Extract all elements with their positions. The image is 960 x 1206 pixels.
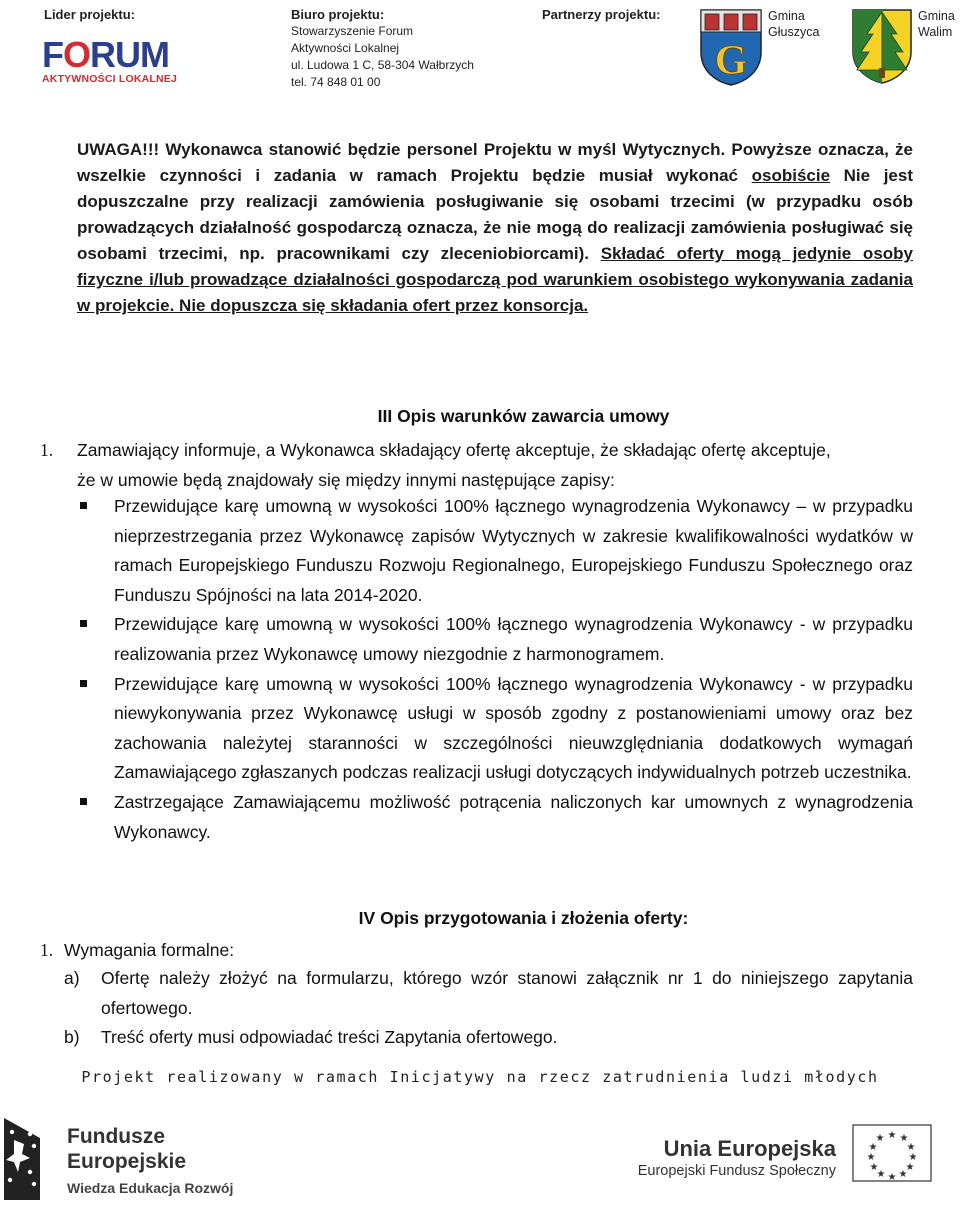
bullet-square-icon <box>80 798 87 805</box>
gmina-gluszyca-label <box>768 8 819 40</box>
list-item <box>77 492 913 610</box>
eu-flag-icon <box>852 1124 932 1182</box>
list-item <box>77 610 913 669</box>
section-3-heading: III Opis warunków zawarcia umowy <box>377 406 670 426</box>
svg-text:★: ★ <box>905 1162 915 1173</box>
list-item <box>77 788 913 847</box>
section-3-item-text-a: Zamawiający informuje, a Wykonawca składający ofertę akceptuje, że składając ofertę akceptuje, <box>77 440 831 460</box>
svg-text:★: ★ <box>876 1169 886 1180</box>
section-4-item-number: 1. <box>40 940 54 960</box>
ue-logo-line1: Unia Europejska <box>663 1136 836 1161</box>
leader-label: Lider projektu: <box>44 7 136 22</box>
section-3-bullet-list <box>77 492 913 847</box>
svg-text:★: ★ <box>868 1142 878 1153</box>
list-item <box>64 1023 913 1053</box>
uwaga-paragraph <box>77 137 913 319</box>
gmina-walim-line2: Walim <box>918 25 953 39</box>
section-4-sublist <box>64 964 913 1053</box>
office-label: Biuro projektu: <box>291 7 385 22</box>
svg-text:★: ★ <box>906 1142 916 1153</box>
office-line: ul. Ludowa 1 C, 58-304 Wałbrzych <box>291 58 474 72</box>
bullet-square-icon <box>80 502 87 509</box>
section-3-item-number: 1. <box>40 440 54 460</box>
bullet-text: Przewidujące karę umowną w wysokości 100% łącznego wynagrodzenia Wykonawcy – w przypadku nieprzestrzegania przez Wykonawcę zapisów Wytycznych w zakresie kwalifikowalności wydatków w ramach Europejskiego Funduszu Rozwoju Regionalnego, Europejskiego Funduszu Społecznego oraz Funduszu Spójności na lata 2014-2020. <box>114 496 913 605</box>
fe-logo-line2: Europejskie <box>67 1150 187 1173</box>
svg-text:★: ★ <box>866 1152 876 1163</box>
office-line: Aktywności Lokalnej <box>291 41 400 55</box>
sublist-letter: b) <box>64 1027 80 1048</box>
list-item <box>77 670 913 788</box>
forum-logo-letters-rum: RUM <box>90 34 169 75</box>
svg-text:★: ★ <box>908 1152 918 1163</box>
section-3-item-text-b: że w umowie będą znajdowały się między innymi następujące zapisy: <box>77 470 615 490</box>
sublist-text: Ofertę należy złożyć na formularzu, którego wzór stanowi załącznik nr 1 do niniejszego zapytania ofertowego. <box>101 968 913 1018</box>
gmina-gluszyca-line2: Głuszyca <box>768 25 820 39</box>
bullet-text: Przewidujące karę umowną w wysokości 100% łącznego wynagrodzenia Wykonawcy - w przypadku realizowania przez Wykonawcę umowy niezgodnie z harmonogramem. <box>114 614 913 664</box>
fe-logo-line3: Wiedza Edukacja Rozwój <box>67 1180 234 1196</box>
bullet-square-icon <box>80 680 87 687</box>
svg-text:★: ★ <box>875 1133 885 1144</box>
partners-block <box>542 6 660 23</box>
uwaga-text-1: UWAGA!!! Wykonawca stanowić będzie personel Projektu w myśl Wytycznych. Powyższe oznacza, że wszelkie czynności i zadania w ramach Projektu będzie musiał wykonać <box>77 140 913 185</box>
office-line: tel. 74 848 01 00 <box>291 75 381 89</box>
uwaga-underlined-1: osobiście <box>751 166 831 185</box>
partners-label: Partnerzy projektu: <box>542 7 661 22</box>
sublist-letter: a) <box>64 968 80 988</box>
leader-block <box>44 6 135 23</box>
gluszyca-crest-letter: G <box>714 38 748 84</box>
svg-text:★: ★ <box>898 1169 908 1180</box>
uwaga-underlined-2: Składać oferty mogą jedynie osoby fizyczne i/lub prowadzące działalności gospodarczą pod warunkiem osobistego wykonywania zadania w projekcie. Nie dopuszcza się składania ofert przez konsorcja. <box>77 244 913 315</box>
forum-logo-subtitle: AKTYWNOŚCI LOKALNEJ <box>42 73 178 85</box>
forum-logo-letter-f: F <box>42 34 63 75</box>
section-3-item-1 <box>40 435 913 495</box>
svg-text:★: ★ <box>899 1133 909 1144</box>
walim-crest-icon <box>851 8 913 84</box>
svg-text:★: ★ <box>869 1162 879 1173</box>
office-block <box>291 6 474 91</box>
gmina-gluszyca-line1: Gmina <box>768 9 805 23</box>
office-line: Stowarzyszenie Forum <box>291 24 414 38</box>
section-4-item-text: Wymagania formalne: <box>64 940 235 960</box>
svg-text:★: ★ <box>887 1130 897 1141</box>
sublist-text: Treść oferty musi odpowiadać treści Zapytania ofertowego. <box>101 1027 558 1048</box>
bullet-text: Przewidujące karę umowną w wysokości 100% łącznego wynagrodzenia Wykonawcy - w przypadku niewykonywania przez Wykonawcę usługi w sposób zgodny z postanowieniami umowy oraz bez zachowania należytej staranności w szczególności nieuwzględniania dodatkowych wymagań Zamawiającego zgłaszanych podczas realizacji usługi dotyczących indywidualnych potrzeb uczestnika. <box>114 673 913 783</box>
gmina-walim-label <box>918 8 955 40</box>
forum-logo-letter-o: O <box>63 34 91 75</box>
bullet-square-icon <box>80 620 87 627</box>
ue-logo-line2: Europejski Fundusz Społeczny <box>637 1163 836 1179</box>
uwaga-text-2: Nie jest dopuszczalne przy realizacji zamówienia posługiwanie się osobami trzecimi (w przypadku osób prowadzących działalność gospodarczą oznacza, że nie mogą do realizacji zamówienia posługiwać się osobami trzecimi, np. pracownikami czy zleceniobiorcami). <box>77 166 913 263</box>
section-4-heading: IV Opis przygotowania i złożenia oferty: <box>358 908 689 928</box>
gluszyca-crest-icon <box>699 8 763 86</box>
fe-logo-line1: Fundusze <box>67 1125 165 1148</box>
bullet-text: Zastrzegające Zamawiającemu możliwość potrącenia naliczonych kar umownych z wynagrodzenia Wykonawcy. <box>114 791 913 842</box>
forum-logo <box>42 36 188 90</box>
footer-tagline: Projekt realizowany w ramach Inicjatywy na rzecz zatrudnienia ludzi młodych <box>81 1068 879 1086</box>
list-item <box>64 964 913 1023</box>
svg-text:★: ★ <box>887 1172 897 1182</box>
gmina-walim-line1: Gmina <box>918 9 955 23</box>
section-4-item-1 <box>40 935 234 965</box>
